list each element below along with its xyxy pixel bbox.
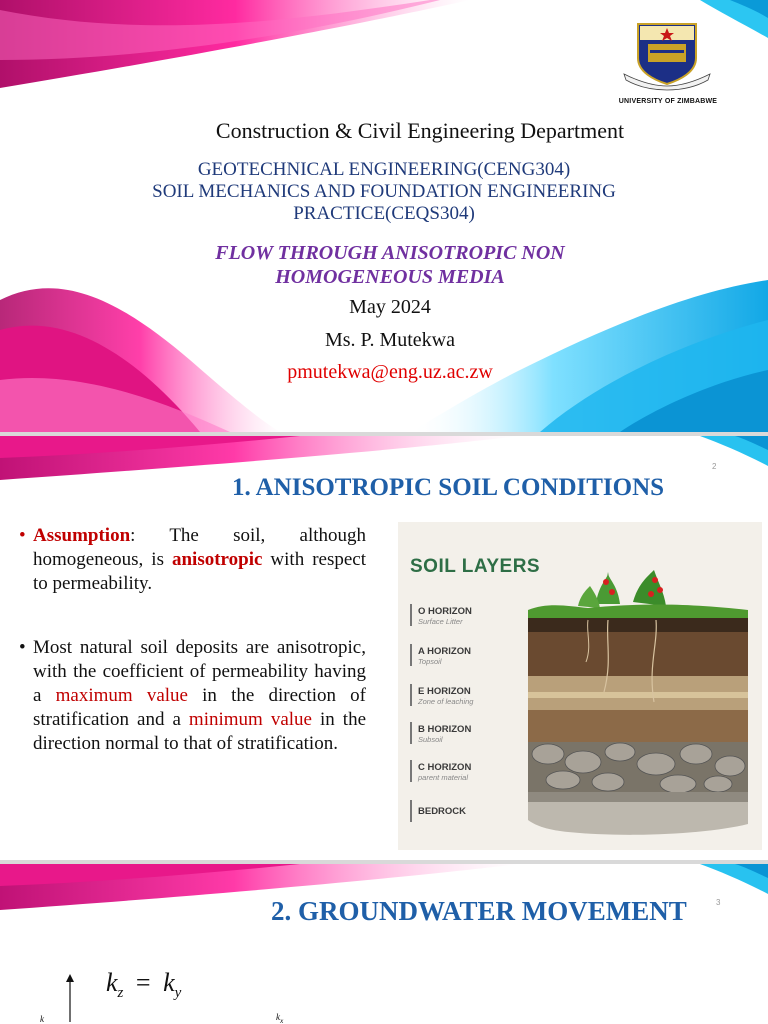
equation-rhs: k [163,968,175,997]
layer-sub: Zone of leaching [418,697,474,706]
assumption-text-a: : The soil, although homogeneous, is [33,525,366,570]
layer-label-b [418,724,471,744]
anisotropic-slide [0,436,768,860]
layer-name: BEDROCK [418,806,467,817]
vertical-axis-arrow [60,974,80,1024]
page-number: 3 [716,898,721,907]
axis-label-right [276,1012,283,1024]
label-bracket [410,800,412,822]
layer-label-c [418,762,471,782]
topic-block [84,241,696,289]
anisotropic-term: anisotropic [171,549,263,570]
university-name: UNIVERSITY OF ZIMBABWE [618,98,718,105]
soil-profile-illustration [508,562,758,842]
university-crest [620,20,714,92]
lecture-date: May 2024 [349,296,431,318]
equation-lhs: k [106,968,118,997]
axis-label-left: k [40,1014,44,1024]
lecturer-name: Ms. P. Mutekwa [324,329,455,351]
label-bracket [410,760,412,782]
lecturer-email[interactable]: pmutekwa@eng.uz.ac.zw [287,361,493,383]
bullet-natural-soils [19,636,366,756]
layer-name: O HORIZON [418,606,472,617]
label-bracket [410,604,412,626]
layer-name: A HORIZON [418,646,471,657]
soil-layers-figure [398,522,762,850]
assumption-term: Assumption [33,525,131,546]
layer-label-a [418,646,471,666]
groundwater-slide [0,864,768,1024]
layer-label-e [418,686,473,706]
department-title: Construction & Civil Engineering Department [215,118,625,143]
label-bracket [410,684,412,706]
bullet-dot: • [19,637,26,658]
layer-sub: parent material [418,773,469,782]
course-line-3: PRACTICE(CEQS304) [293,203,475,224]
plant-icon [528,570,748,620]
equation-lhs-sub: z [117,985,124,1002]
natural-text-b: in the direction of stratification and a [33,685,366,730]
layer-sub: Surface Litter [418,617,463,626]
bullet-dot: • [19,525,26,546]
minimum-value-term: minimum value [188,709,312,730]
course-block [84,159,684,225]
topic-line-2: HOMOGENEOUS MEDIA [275,266,505,288]
layer-name: B HORIZON [418,724,472,735]
layer-label-bedrock [418,806,466,817]
label-bracket [410,644,412,666]
layer-sub: Topsoil [418,657,442,666]
course-line-2: SOIL MECHANICS AND FOUNDATION ENGINEERING [152,181,616,202]
assumption-text-b: with respect to permeability. [33,549,367,594]
page-number: 2 [712,462,717,471]
label-bracket [410,722,412,744]
layer-labels [410,604,510,844]
topic-line-1: FLOW THROUGH ANISOTROPIC NON [215,242,565,264]
layer-name: C HORIZON [418,762,472,773]
section-heading: 2. GROUNDWATER MOVEMENT [271,896,687,926]
equation-operator: = [135,968,151,997]
permeability-equation [106,968,181,1002]
course-line-1: GEOTECHNICAL ENGINEERING(CENG304) [197,159,571,180]
axis-label-right-sub: x [280,1015,284,1024]
layer-name: E HORIZON [418,686,471,697]
natural-text-a: Most natural soil deposits are anisotropic, with the coefficient of permeability having a [33,637,366,706]
maximum-value-term: maximum value [55,685,188,706]
natural-text-c: in the direction normal to that of stratification. [33,709,366,754]
section-heading: 1. ANISOTROPIC SOIL CONDITIONS [232,474,665,501]
equation-rhs-sub: y [174,985,182,1002]
layer-sub: Subsoil [418,735,443,744]
bullet-assumption [19,524,367,596]
axis-label-right-base: k [276,1012,280,1022]
layer-label-o [418,606,472,626]
title-slide [0,0,768,432]
soil-figure-title: SOIL LAYERS [410,556,541,577]
